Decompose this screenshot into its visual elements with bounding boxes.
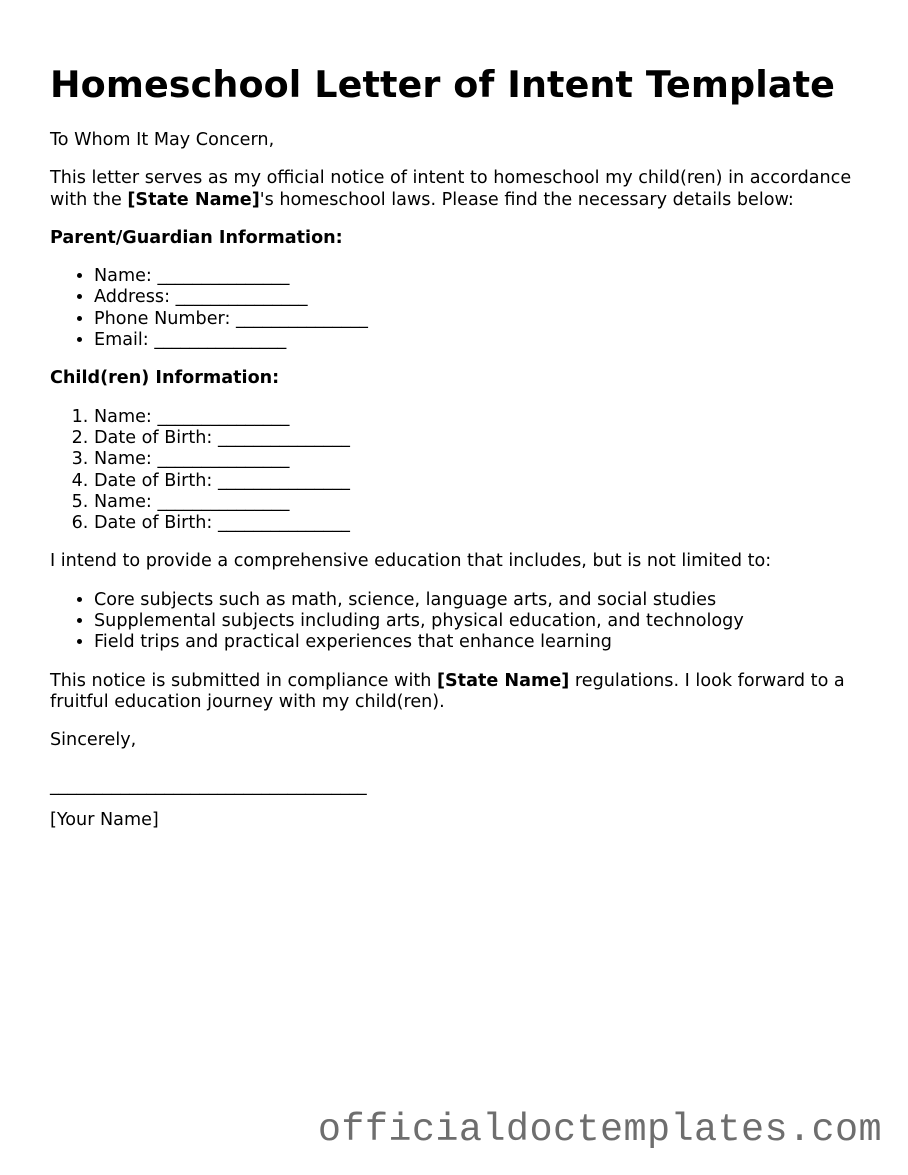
fill-in-blank[interactable]: _______________	[235, 308, 368, 329]
intro-paragraph	[50, 168, 870, 211]
list-item	[94, 513, 870, 534]
fill-in-blank[interactable]: _______________	[217, 470, 350, 491]
fill-in-blank[interactable]: _______________	[217, 513, 350, 534]
list-item	[94, 287, 870, 308]
list-item	[94, 492, 870, 513]
intro-text-before: This letter serves as my official notice of intent to homeschool my child(ren) in accordance with the	[50, 168, 852, 210]
list-item	[94, 428, 870, 449]
watermark: officialdoctemplates.com	[317, 1108, 882, 1152]
fill-in-blank[interactable]: _______________	[217, 427, 350, 448]
list-item	[94, 471, 870, 492]
field-label: Name:	[94, 266, 158, 287]
parent-info-list	[50, 266, 870, 351]
fill-in-blank[interactable]: _______________	[157, 449, 290, 470]
signature-name: [Your Name]	[50, 809, 159, 830]
field-label: Date of Birth:	[94, 470, 218, 491]
intro-text-after: 's homeschool laws. Please find the necessary details below:	[259, 189, 794, 210]
education-list	[50, 590, 870, 654]
salutation: To Whom It May Concern,	[50, 130, 275, 150]
children-info-list	[50, 407, 870, 535]
compliance-text-after: regulations. I look forward to a fruitful education journey with my child(ren).	[50, 670, 845, 712]
signature-line[interactable]: ____________________________________	[50, 775, 367, 796]
field-label: Address:	[94, 287, 176, 308]
list-item	[94, 407, 870, 428]
field-label: Date of Birth:	[94, 513, 218, 534]
letter-document	[50, 58, 870, 848]
field-label: Phone Number:	[94, 308, 236, 329]
compliance-paragraph	[50, 671, 870, 714]
fill-in-blank[interactable]: _______________	[157, 406, 290, 427]
closing: Sincerely,	[50, 730, 137, 751]
list-item	[94, 266, 870, 287]
field-label: Email:	[94, 330, 155, 351]
compliance-text-before: This notice is submitted in compliance with	[50, 670, 437, 691]
document-title: Homeschool Letter of Intent Template	[50, 63, 835, 106]
list-item	[94, 330, 870, 351]
fill-in-blank[interactable]: _______________	[154, 330, 287, 351]
field-label: Name:	[94, 406, 158, 427]
fill-in-blank[interactable]: _______________	[157, 266, 290, 287]
parent-section-heading: Parent/Guardian Information:	[50, 227, 343, 248]
list-item	[94, 309, 870, 330]
education-intro: I intend to provide a comprehensive education that includes, but is not limited to:	[50, 551, 772, 572]
state-name-placeholder: [State Name]	[436, 670, 570, 691]
fill-in-blank[interactable]: _______________	[175, 287, 308, 308]
list-item	[94, 449, 870, 470]
field-label: Name:	[94, 449, 158, 470]
list-item: • Core subjects such as math, science, language arts, and social studies	[94, 590, 870, 611]
field-label: Date of Birth:	[94, 427, 218, 448]
children-section-heading: Child(ren) Information:	[50, 368, 280, 389]
fill-in-blank[interactable]: _______________	[157, 491, 290, 512]
state-name-placeholder: [State Name]	[127, 189, 260, 210]
list-item: • Field trips and practical experiences that enhance learning	[94, 632, 870, 653]
field-label: Name:	[94, 491, 158, 512]
list-item: • Supplemental subjects including arts, physical education, and technology	[94, 611, 870, 632]
